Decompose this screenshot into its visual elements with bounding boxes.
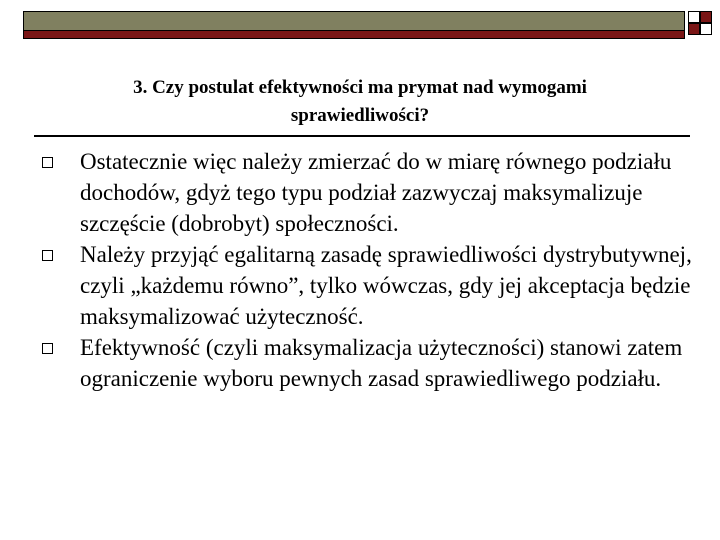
bullet-item xyxy=(34,239,694,332)
bullet-item xyxy=(34,332,694,394)
slide-title-line-1: 3. Czy postulat efektywności ma prymat nad wymogami xyxy=(133,77,587,98)
corner-decor-square xyxy=(688,11,700,23)
header-decor-stripe xyxy=(23,30,685,39)
bullet-item xyxy=(34,146,694,239)
hollow-square-bullet-icon xyxy=(42,157,53,168)
header-decor-band xyxy=(23,11,685,32)
title-divider xyxy=(34,135,690,137)
slide-title xyxy=(34,74,686,130)
bullet-list xyxy=(34,146,694,394)
bullet-text: Efektywność (czyli maksymalizacja użyteczności) stanowi zatem ograniczenie wyboru pewnych zasad sprawiedliwego podziału. xyxy=(80,335,683,391)
corner-decor-square xyxy=(688,23,700,35)
bullet-text: Ostatecznie więc należy zmierzać do w miarę równego podziału dochodów, gdyż tego typu podział zazwyczaj maksymalizuje szczęście (dobrobyt) społeczności. xyxy=(80,149,672,236)
hollow-square-bullet-icon xyxy=(42,343,53,354)
corner-decor-square xyxy=(700,23,712,35)
bullet-text: Należy przyjąć egalitarną zasadę sprawiedliwości dystrybutywnej, czyli „każdemu równo”, tylko wówczas, gdy jej akceptacja będzie maksymalizować użyteczność. xyxy=(80,242,692,329)
hollow-square-bullet-icon xyxy=(42,250,53,261)
slide-title-line-2: sprawiedliwości? xyxy=(290,105,430,126)
corner-decor-square xyxy=(700,11,712,23)
